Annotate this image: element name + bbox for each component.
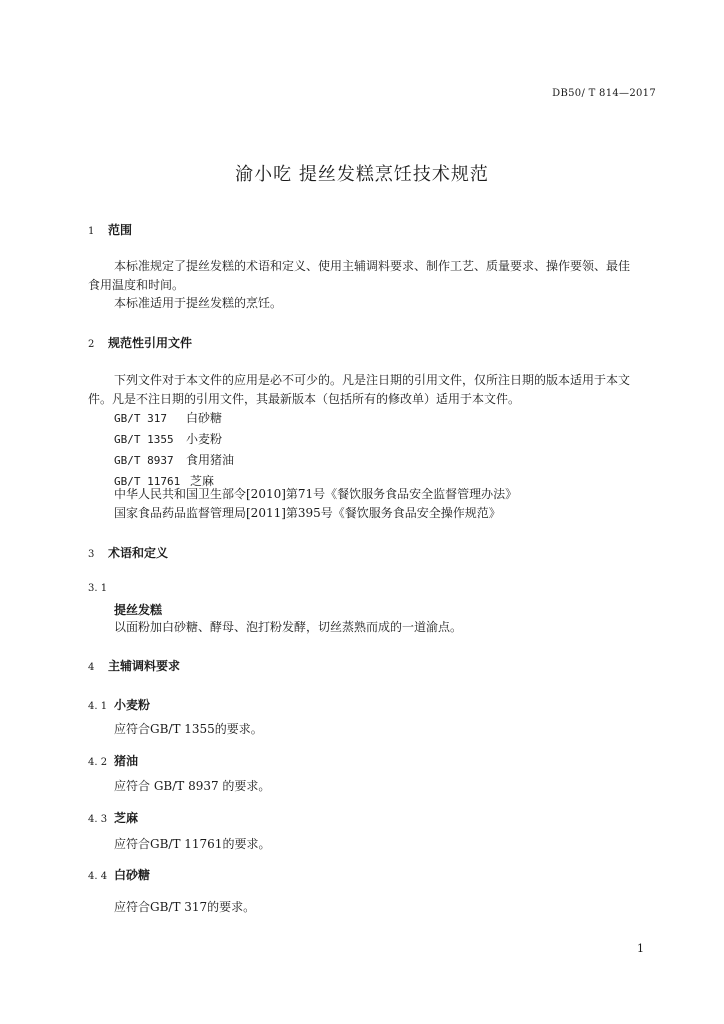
reference-item [114,409,222,426]
section-number: 2 [88,339,95,350]
document-title: 渝小吃 提丝发糕烹饪技术规范 [235,164,489,185]
section-1-heading [88,221,132,238]
section-4-heading [88,657,180,674]
subsection-number: 4. 4 [88,871,108,882]
reference-code: GB/T 317 [114,412,167,425]
term-name: 提丝发糕 [114,603,163,617]
section-1-paragraph-1: 本标准规定了提丝发糕的术语和定义、使用主辅调料要求、制作工艺、质量要求、操作要领、最佳 [114,259,631,273]
subsection-number: 4. 2 [88,757,108,768]
section-2-paragraph-1: 下列文件对于本文件的应用是必不可少的。凡是注日期的引用文件，仅所注日期的版本适用于本文 [114,373,631,387]
section-label: 规范性引用文件 [108,336,193,350]
subsection-label: 芝麻 [114,811,139,825]
subsection-4-3-heading [88,809,138,826]
reference-title: 芝麻 [190,474,215,488]
regulation-reference-2: 国家食品药品监督管理局[2011]第395号《餐饮服务食品安全操作规范》 [114,506,501,520]
page-number: 1 [637,942,644,955]
subsection-number: 4. 3 [88,814,108,825]
section-label: 范围 [108,223,133,237]
reference-title: 白砂糖 [186,411,223,425]
section-2-heading [88,334,192,351]
section-number: 1 [88,226,95,237]
standard-code: DB50/ T 814—2017 [552,88,656,99]
subsection-4-1-text: 应符合GB/T 1355的要求。 [114,722,263,736]
subsection-4-2-heading [88,752,138,769]
section-1-paragraph-1-cont: 食用温度和时间。 [88,278,185,292]
section-1-paragraph-2: 本标准适用于提丝发糕的烹饪。 [114,296,283,310]
term-definition: 以面粉加白砂糖、酵母、泡打粉发酵，切丝蒸熟而成的一道渝点。 [114,620,463,634]
subsection-4-3-text: 应符合GB/T 11761的要求。 [114,837,271,851]
reference-title: 食用猪油 [186,453,235,467]
term-number: 3. 1 [88,583,108,594]
section-label: 术语和定义 [108,546,169,560]
reference-code: GB/T 1355 [114,433,174,446]
subsection-label: 白砂糖 [114,868,151,882]
section-3-heading [88,544,168,561]
reference-item [114,430,222,447]
reference-item [114,451,234,468]
section-number: 3 [88,549,95,560]
section-2-paragraph-1-cont: 件。凡是不注日期的引用文件，其最新版本（包括所有的修改单）适用于本文件。 [88,392,521,406]
section-label: 主辅调料要求 [108,659,181,673]
subsection-4-2-text: 应符合 GB/T 8937 的要求。 [114,779,271,793]
reference-code: GB/T 11761 [114,475,181,488]
reference-title: 小麦粉 [186,432,223,446]
subsection-4-4-heading [88,866,150,883]
regulation-reference-1: 中华人民共和国卫生部令[2010]第71号《餐饮服务食品安全监督管理办法》 [114,487,518,501]
subsection-label: 小麦粉 [114,698,151,712]
reference-code: GB/T 8937 [114,454,174,467]
subsection-4-1-heading [88,696,150,713]
subsection-4-4-text: 应符合GB/T 317的要求。 [114,900,256,914]
section-number: 4 [88,662,95,673]
subsection-label: 猪油 [114,754,139,768]
subsection-number: 4. 1 [88,701,108,712]
